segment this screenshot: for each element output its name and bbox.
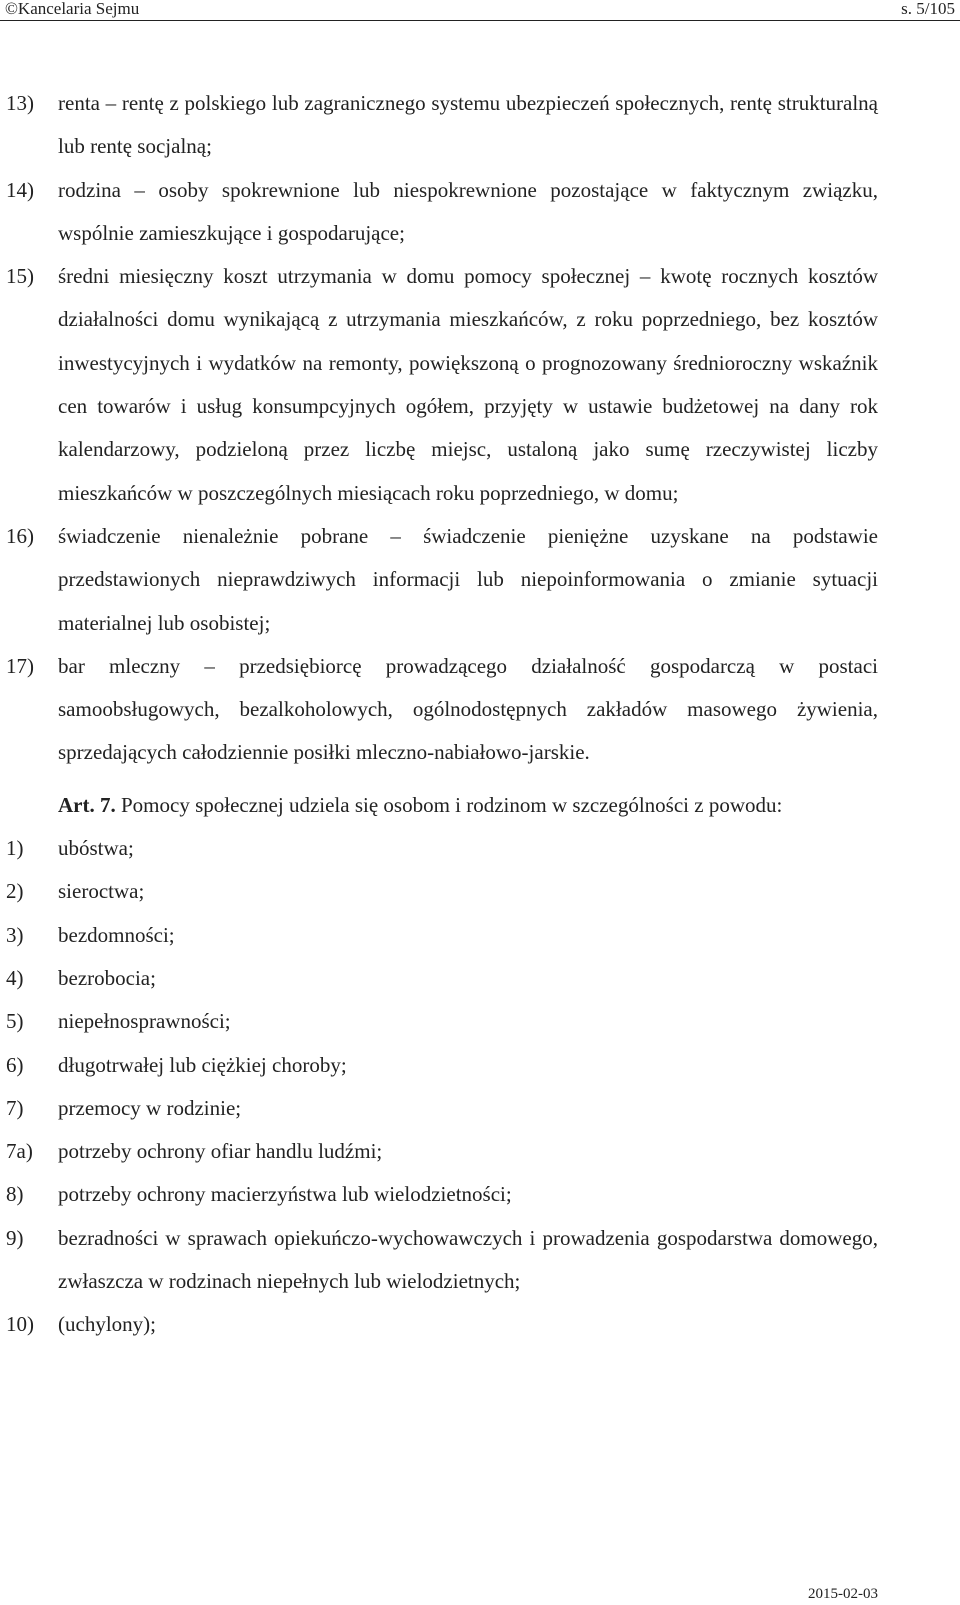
header-divider: [0, 20, 960, 21]
item-text: rodzina – osoby spokrewnione lub niespokrewnione pozostające w faktycznym związku, wspólnie zamieszkujące i gospodarujące;: [58, 177, 878, 245]
item-number: 7): [6, 1095, 24, 1120]
item-number: 3): [6, 922, 24, 947]
page-number: s. 5/105: [901, 0, 955, 18]
item-text: potrzeby ochrony ofiar handlu ludźmi;: [58, 1139, 383, 1164]
list-item: [0, 645, 960, 775]
list-item: [0, 82, 960, 169]
item-text: renta – rentę z polskiego lub zagranicznego systemu ubezpieczeń społecznych, rentę strukturalną lub rentę socjalną;: [58, 91, 878, 159]
item-number: 13): [6, 91, 34, 115]
page-header: [0, 0, 960, 20]
item-number: 2): [6, 879, 24, 904]
item-number: 8): [6, 1182, 24, 1207]
item-text: bezradności w sprawach opiekuńczo-wychowawczych i prowadzenia gospodarstwa domowego, zwłaszcza w rodzinach niepełnych lub wielodzietnych;: [58, 1225, 878, 1294]
item-number: 4): [6, 965, 24, 990]
item-text: bezrobocia;: [58, 965, 156, 990]
item-text: długotrwałej lub ciężkiej choroby;: [58, 1052, 347, 1077]
reasons-list: [0, 827, 960, 1347]
item-number: 15): [6, 264, 34, 289]
list-item: [0, 1303, 960, 1346]
item-text: świadczenie nienależnie pobrane – świadczenie pieniężne uzyskane na podstawie przedstawionych nieprawdziwych informacji lub niepoinformowania o zmianie sytuacji materialnej lub osobistej;: [58, 523, 878, 635]
document-date: 2015-02-03: [808, 1586, 878, 1602]
item-text: sieroctwa;: [58, 879, 145, 904]
list-item: [0, 515, 960, 645]
list-item: [0, 255, 960, 515]
item-number: 9): [6, 1225, 24, 1250]
item-number: 1): [6, 836, 24, 861]
list-item: [0, 957, 960, 1000]
item-number: 7a): [6, 1139, 33, 1164]
item-text: niepełnosprawności;: [58, 1009, 231, 1034]
list-item: [0, 1087, 960, 1130]
list-item: [0, 1000, 960, 1043]
item-text: bar mleczny – przedsiębiorcę prowadzącego działalność gospodarczą w postaci samoobsługowych, bezalkoholowych, ogólnodostępnych zakładów masowego żywienia, sprzedających całodziennie posiłki mleczno-nabiałowo-jarskie.: [58, 653, 878, 765]
item-number: 5): [6, 1009, 24, 1034]
item-text: (uchylony);: [58, 1312, 156, 1337]
item-text: średni miesięczny koszt utrzymania w domu pomocy społecznej – kwotę rocznych kosztów działalności domu wynikającą z utrzymania mieszkańców, z roku poprzedniego, bez kosztów inwestycyjnych i wydatków na remonty, powiększoną o prognozowany średnioroczny wskaźnik cen towarów i usług konsumpcyjnych ogółem, przyjęty w ustawie budżetowej na dany rok kalendarzowy, podzieloną przez liczbę miejsc, ustaloną jako sumę rzeczywistej liczby mieszkańców w poszczególnych miesiącach roku poprzedniego, w domu;: [58, 264, 878, 505]
article-label: Art. 7.: [58, 792, 116, 817]
list-item: [0, 1044, 960, 1087]
list-item: [0, 870, 960, 913]
list-item: [0, 914, 960, 957]
definitions-list: [0, 82, 960, 775]
item-number: 16): [6, 523, 34, 548]
item-number: 6): [6, 1052, 24, 1077]
item-number: 17): [6, 653, 34, 678]
item-text: bezdomności;: [58, 922, 175, 947]
list-item: [0, 1173, 960, 1216]
item-text: ubóstwa;: [58, 836, 134, 861]
item-text: przemocy w rodzinie;: [58, 1095, 242, 1120]
list-item: [0, 169, 960, 256]
item-number: 14): [6, 177, 34, 202]
item-text: potrzeby ochrony macierzyństwa lub wielodzietności;: [58, 1182, 512, 1207]
article-text: Pomocy społecznej udziela się osobom i rodzinom w szczególności z powodu:: [120, 792, 783, 817]
article-paragraph: [6, 784, 878, 827]
list-item: [0, 827, 960, 870]
list-item: [0, 1217, 960, 1304]
source-label: ©Kancelaria Sejmu: [5, 0, 140, 18]
document-body: [0, 82, 960, 1347]
list-item: [0, 1130, 960, 1173]
item-number: 10): [6, 1312, 34, 1337]
